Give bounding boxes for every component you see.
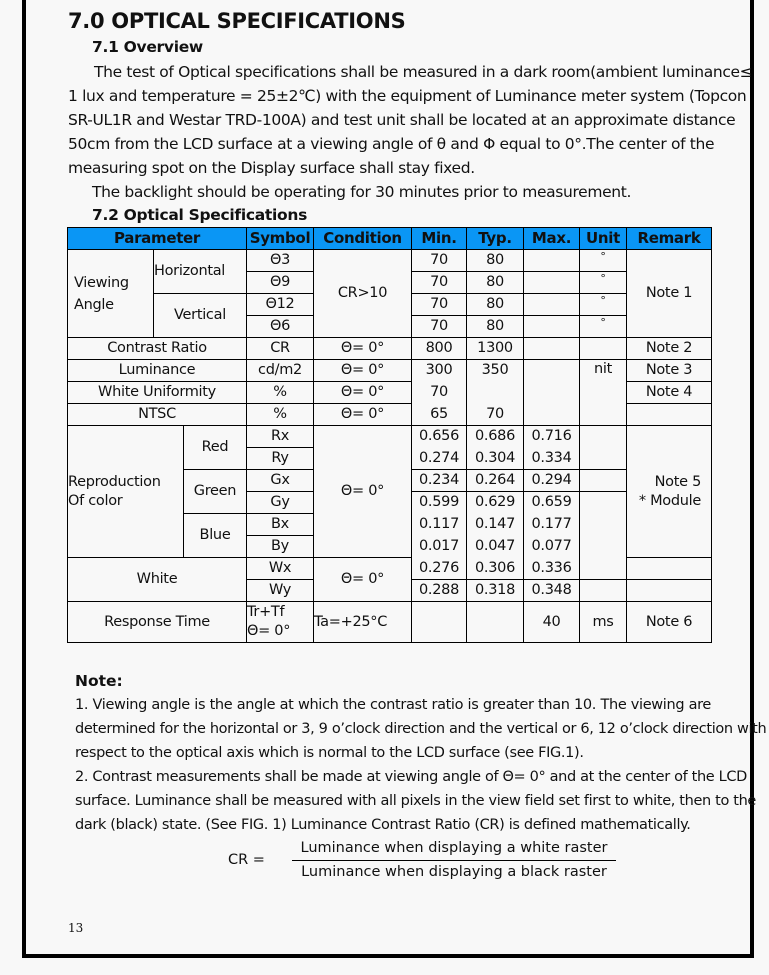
condition-cell: Θ= 0°	[314, 360, 412, 382]
min-cell: 70	[412, 382, 467, 404]
degree-symbol: °	[600, 250, 606, 263]
overview-line: The test of Optical specifications shall be measured in a dark room(ambient luminance≤	[94, 63, 753, 81]
typ-cell: 80	[467, 272, 524, 294]
unit-cell	[580, 250, 627, 272]
max-cell: 0.294	[524, 470, 580, 492]
header-min: Min.	[412, 228, 467, 250]
specs-heading: 7.2 Optical Specifications	[92, 206, 308, 224]
unit-cell	[580, 316, 627, 338]
min-cell: 300	[412, 360, 467, 382]
unit-cell	[580, 272, 627, 294]
viewing-angle-text: Viewing Angle	[74, 274, 129, 313]
condition-cell: Θ= 0°	[314, 382, 412, 404]
symbol-cell: Bx	[247, 514, 314, 536]
viewing-condition: CR>10	[314, 250, 412, 338]
symbol-cell: Θ12	[247, 294, 314, 316]
min-cell	[412, 602, 467, 643]
symbol-cell: %	[247, 382, 314, 404]
min-cell: 0.117	[412, 514, 467, 536]
section-heading: 7.0 OPTICAL SPECIFICATIONS	[68, 9, 406, 33]
note-line: 1. Viewing angle is the angle at which the contrast ratio is greater than 10. The viewing are	[75, 697, 711, 713]
remark-cell: Note 4	[627, 382, 712, 404]
reproduction-line1: Reproduction	[68, 473, 161, 490]
note-1	[75, 693, 767, 765]
header-unit: Unit	[580, 228, 627, 250]
header-max: Max.	[524, 228, 580, 250]
overview-paragraph	[68, 60, 753, 204]
max-cell: 0.077	[524, 536, 580, 558]
note-line: surface. Luminance shall be measured with all pixels in the view field set first to white, then to the	[75, 793, 756, 809]
remark-note5: Note 5	[654, 473, 701, 490]
table-row	[68, 250, 712, 272]
color-condition: Θ= 0°	[314, 426, 412, 558]
symbol-cell: cd/m2	[247, 360, 314, 382]
typ-cell: 0.147	[467, 514, 524, 536]
condition-cell: Θ= 0°	[314, 338, 412, 360]
reproduction-of-color-label	[68, 426, 184, 558]
typ-cell: 1300	[467, 338, 524, 360]
remark-cell: Note 3	[627, 360, 712, 382]
symbol-cell: Θ6	[247, 316, 314, 338]
formula-numerator: Luminance when displaying a white raster	[300, 840, 608, 856]
typ-cell: 0.318	[467, 580, 524, 602]
red-label: Red	[184, 426, 247, 470]
unit-cell	[580, 338, 627, 360]
header-typ: Typ.	[467, 228, 524, 250]
symbol-cell: Θ3	[247, 250, 314, 272]
overview-heading: 7.1 Overview	[92, 38, 203, 56]
max-cell: 0.659	[524, 492, 580, 514]
typ-cell: 0.264	[467, 470, 524, 492]
remark-module: * Module	[638, 492, 701, 509]
min-cell: 70	[412, 272, 467, 294]
min-cell: 0.274	[412, 448, 467, 470]
typ-cell	[467, 602, 524, 643]
remark-cell: Note 6	[627, 602, 712, 643]
min-cell: 0.656	[412, 426, 467, 448]
luminance-label: Luminance	[68, 360, 247, 382]
typ-cell	[467, 382, 524, 404]
remark-cell	[627, 404, 712, 426]
symbol-cell: Wy	[247, 580, 314, 602]
degree-symbol: °	[600, 316, 606, 329]
white-uniformity-label: White Uniformity	[68, 382, 247, 404]
symbol-cell: Θ9	[247, 272, 314, 294]
green-label: Green	[184, 470, 247, 514]
min-cell: 0.288	[412, 580, 467, 602]
max-cell: 0.336	[524, 558, 580, 580]
overview-line: measuring spot on the Display surface shall stay fixed.	[68, 159, 475, 177]
header-parameter: Parameter	[68, 228, 247, 250]
min-cell: 800	[412, 338, 467, 360]
max-cell	[524, 272, 580, 294]
symbol-cell: Wx	[247, 558, 314, 580]
horizontal-label: Horizontal	[154, 250, 247, 294]
vertical-label: Vertical	[154, 294, 247, 338]
typ-cell: 70	[467, 404, 524, 426]
min-cell: 70	[412, 316, 467, 338]
symbol-cell: Ry	[247, 448, 314, 470]
header-condition: Condition	[314, 228, 412, 250]
header-remark: Remark	[627, 228, 712, 250]
typ-cell: 0.306	[467, 558, 524, 580]
typ-cell: 0.304	[467, 448, 524, 470]
overview-line: SR-UL1R and Westar TRD-100A) and test unit shall be located at an approximate distance	[68, 111, 736, 129]
table-row	[68, 426, 712, 448]
min-cell: 0.017	[412, 536, 467, 558]
typ-cell: 0.629	[467, 492, 524, 514]
symbol-cell: %	[247, 404, 314, 426]
max-cell	[524, 294, 580, 316]
white-condition: Θ= 0°	[314, 558, 412, 602]
header-symbol: Symbol	[247, 228, 314, 250]
overview-line: 1 lux and temperature = 25±2℃) with the equipment of Luminance meter system (Topcon	[68, 87, 747, 105]
degree-symbol: °	[600, 272, 606, 285]
remark-cell	[627, 580, 712, 602]
max-cell: 0.177	[524, 514, 580, 536]
page-number: 13	[68, 921, 84, 935]
viewing-remark: Note 1	[627, 250, 712, 338]
typ-cell: 80	[467, 250, 524, 272]
unit-cell	[580, 294, 627, 316]
note-line: determined for the horizontal or 3, 9 o’clock direction and the vertical or 6, 12 o’clock direction with	[75, 721, 767, 737]
contrast-ratio-label: Contrast Ratio	[68, 338, 247, 360]
backlight-sentence: The backlight should be operating for 30 minutes prior to measurement.	[92, 183, 632, 201]
min-cell: 70	[412, 294, 467, 316]
unit-cell	[580, 470, 627, 492]
viewing-angle-label	[68, 250, 154, 338]
max-cell	[524, 316, 580, 338]
min-cell: 0.276	[412, 558, 467, 580]
unit-cell	[580, 426, 627, 470]
remark-cell: Note 2	[627, 338, 712, 360]
table-row	[68, 360, 712, 382]
symbol-cell: Rx	[247, 426, 314, 448]
typ-cell: 80	[467, 316, 524, 338]
formula-denominator: Luminance when displaying a black raster	[301, 864, 607, 880]
max-cell	[524, 338, 580, 360]
typ-cell: 0.686	[467, 426, 524, 448]
min-cell: 0.234	[412, 470, 467, 492]
remark-cell	[627, 558, 712, 580]
symbol-cell: By	[247, 536, 314, 558]
max-cell: 40	[524, 602, 580, 643]
condition-cell: Ta=+25°C	[314, 602, 412, 643]
notes-title: Note:	[75, 672, 123, 690]
ntsc-label: NTSC	[68, 404, 247, 426]
color-remark	[627, 426, 712, 558]
degree-symbol: °	[600, 294, 606, 307]
white-label: White	[68, 558, 247, 602]
min-cell: 0.599	[412, 492, 467, 514]
optical-spec-table	[67, 227, 712, 643]
typ-cell: 80	[467, 294, 524, 316]
max-cell	[524, 250, 580, 272]
max-cell: 0.348	[524, 580, 580, 602]
unit-cell: nit	[580, 360, 627, 426]
max-cell	[524, 360, 580, 426]
note-2	[75, 765, 756, 837]
overview-line: 50cm from the LCD surface at a viewing angle of θ and Φ equal to 0°.The center of the	[68, 135, 715, 153]
note-line: dark (black) state. (See FIG. 1) Luminance Contrast Ratio (CR) is defined mathematically.	[75, 817, 691, 833]
max-cell: 0.334	[524, 448, 580, 470]
fraction-bar	[292, 860, 616, 861]
note-line: respect to the optical axis which is normal to the LCD surface (see FIG.1).	[75, 745, 584, 761]
formula-lhs: CR =	[228, 852, 265, 868]
symbol-cell: Gy	[247, 492, 314, 514]
note-line: 2. Contrast measurements shall be made at viewing angle of Θ= 0° and at the center of the LCD	[75, 769, 747, 785]
unit-cell: ms	[580, 602, 627, 643]
reproduction-line2: Of color	[68, 492, 123, 509]
blue-label: Blue	[184, 514, 247, 558]
table-row	[68, 338, 712, 360]
condition-cell: Θ= 0°	[314, 404, 412, 426]
response-time-label: Response Time	[68, 602, 247, 643]
symbol-cell: CR	[247, 338, 314, 360]
symbol-cell: Gx	[247, 470, 314, 492]
min-cell: 65	[412, 404, 467, 426]
typ-cell: 0.047	[467, 536, 524, 558]
response-symbol-line1: Tr+Tf	[247, 604, 285, 620]
unit-cell	[580, 580, 627, 602]
max-cell: 0.716	[524, 426, 580, 448]
typ-cell: 350	[467, 360, 524, 382]
min-cell: 70	[412, 250, 467, 272]
table-row	[68, 602, 712, 643]
table-header-row	[68, 228, 712, 250]
response-symbol	[247, 602, 314, 643]
unit-cell	[580, 492, 627, 580]
response-symbol-line2: Θ= 0°	[247, 623, 291, 639]
